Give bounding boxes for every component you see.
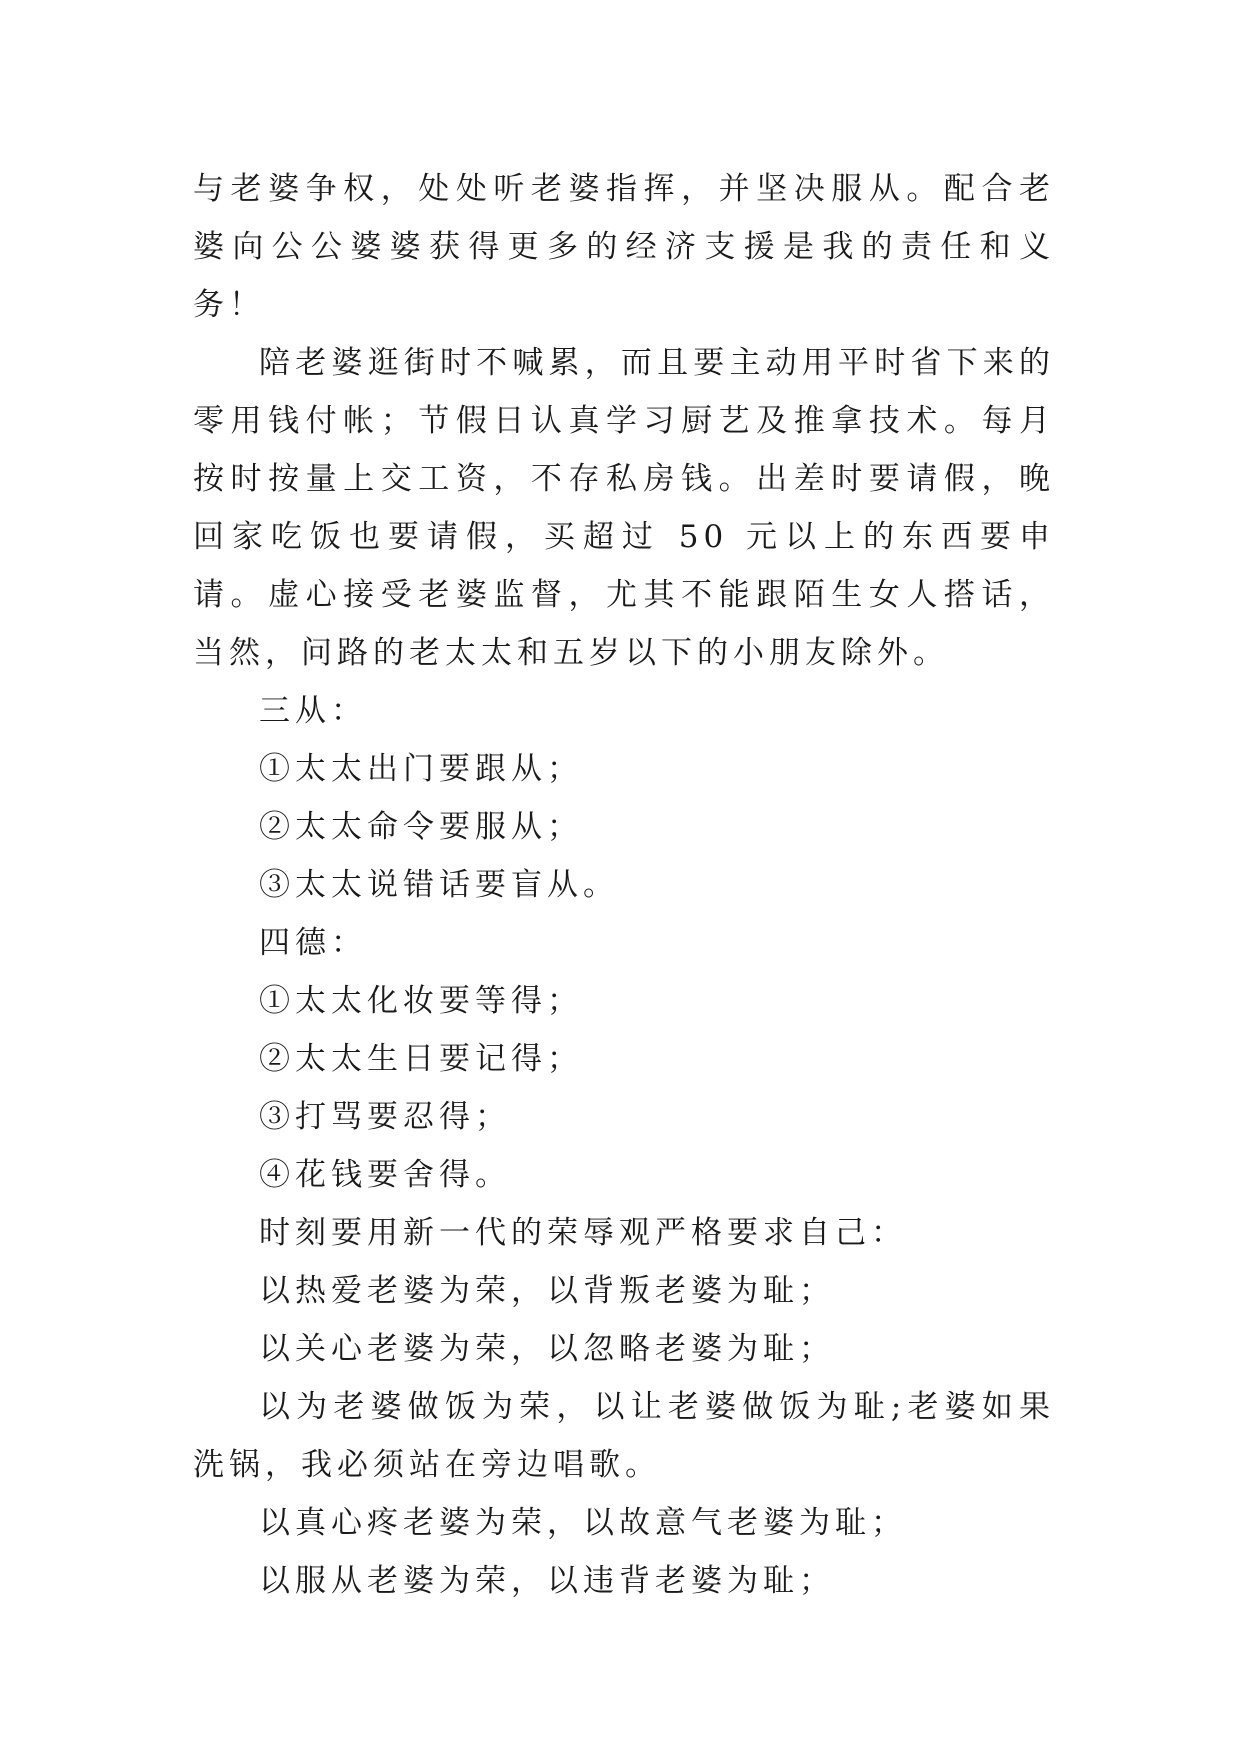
paragraph: 时刻要用新一代的荣辱观严格要求自己： (259, 1215, 907, 1251)
list-item: ④花钱要舍得。 (259, 1157, 511, 1193)
section-heading-three-obediences: 三从： (259, 693, 367, 729)
section-heading-four-virtues: 四德： (259, 925, 367, 961)
list-item: ①太太出门要跟从； (259, 751, 583, 787)
paragraph: 陪老婆逛街时不喊累，而且要主动用平时省下来的零用钱付帐；节假日认真学习厨艺及推拿技术。每月按时按量上交工资，不存私房钱。出差时要请假，晚回家吃饭也要请假，买超过 50 元以上的东西要申请。虚心接受老婆监督，尤其不能跟陌生女人搭话，当然，问路的老太太和五岁以下的小朋友除外。 (193, 345, 1055, 671)
paragraph: 以热爱老婆为荣，以背叛老婆为耻； (259, 1273, 835, 1309)
list-item: ③打骂要忍得； (259, 1099, 511, 1135)
paragraph: 以关心老婆为荣，以忽略老婆为耻； (259, 1331, 835, 1367)
paragraph: 以为老婆做饭为荣，以让老婆做饭为耻;老婆如果洗锅，我必须站在旁边唱歌。 (193, 1389, 1055, 1483)
list-item: ②太太生日要记得； (259, 1041, 583, 1077)
list-item: ②太太命令要服从； (259, 809, 583, 845)
list-item: ①太太化妆要等得； (259, 983, 583, 1019)
paragraph: 以真心疼老婆为荣，以故意气老婆为耻； (259, 1505, 907, 1541)
document-body (193, 160, 1055, 1610)
paragraph: 以服从老婆为荣，以违背老婆为耻； (259, 1563, 835, 1599)
list-item: ③太太说错话要盲从。 (259, 867, 619, 903)
paragraph: 与老婆争权，处处听老婆指挥，并坚决服从。配合老婆向公公婆婆获得更多的经济支援是我的责任和义务！ (193, 171, 1055, 323)
